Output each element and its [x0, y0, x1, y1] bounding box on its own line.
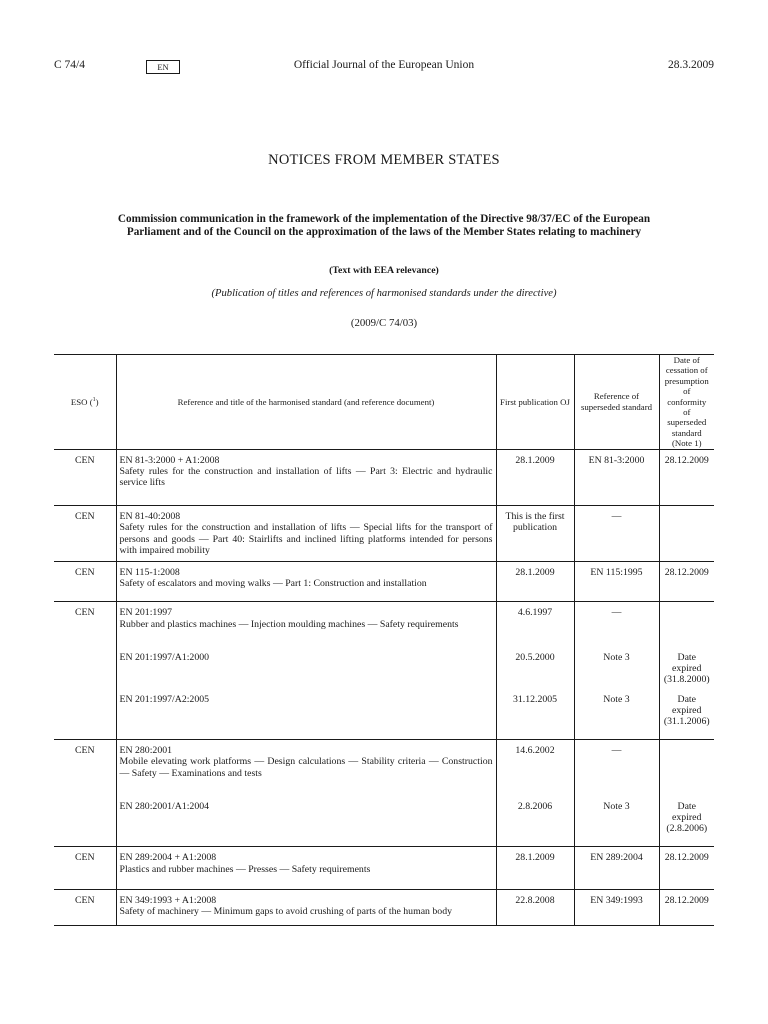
eso-cell: CEN [54, 895, 116, 926]
cessation-cell: Date expired (31.8.2000) [659, 630, 714, 686]
publication-date: 28.3.2009 [668, 59, 714, 71]
reference-cell [116, 567, 496, 602]
table-row [54, 455, 714, 506]
superseded-cell: — [574, 607, 659, 629]
standard-title: Mobile elevating work platforms — Design calculations — Stability criteria — Construction — Safety — Examinations and tests [119, 756, 493, 779]
reference-cell [116, 895, 496, 926]
table-header-row [54, 355, 714, 450]
superseded-cell: Note 3 [574, 779, 659, 847]
standard-reference: EN 289:2004 + A1:2008 [119, 852, 217, 864]
cessation-cell: Date expired (31.1.2006) [659, 686, 714, 740]
table-row [54, 895, 714, 926]
standard-reference: EN 201:1997 [119, 607, 173, 619]
eso-cell [54, 686, 116, 740]
header-superseded: Reference of superseded standard [574, 355, 659, 450]
first-publication-cell: 22.8.2008 [496, 895, 574, 926]
header-eso: ESO ($^1$) [54, 355, 116, 450]
header-cessation: Date of cessation of presumption of conformity of superseded standard (Note 1) [659, 355, 714, 450]
cessation-cell: 28.12.2009 [659, 852, 714, 889]
table-row [54, 630, 714, 686]
eea-relevance: (Text with EEA relevance) [329, 265, 439, 276]
table-row [54, 607, 714, 629]
journal-title: Official Journal of the European Union [293, 59, 475, 71]
reference-cell [116, 686, 496, 740]
standard-reference: EN 201:1997/A1:2000 [119, 651, 210, 663]
standard-title: Safety of machinery — Minimum gaps to avoid crushing of parts of the human body [119, 905, 452, 917]
first-publication-cell: 31.12.2005 [496, 686, 574, 740]
communication-title: Commission communication in the framework of the implementation of the Directive 98/37/EC of the European Parliament and of the Council on the approximation of the laws of the Member States relating to machinery [117, 213, 651, 238]
reference-cell [116, 779, 496, 847]
superseded-cell: — [574, 745, 659, 779]
standard-reference: EN 280:2001 [119, 745, 173, 757]
eso-cell [54, 779, 116, 847]
cessation-cell: 28.12.2009 [659, 895, 714, 926]
publication-note: (Publication of titles and references of harmonised standards under the directive) [211, 288, 557, 299]
cessation-cell: Date expired (2.8.2006) [659, 779, 714, 847]
page-header [54, 59, 714, 75]
header-reference: Reference and title of the harmonised standard (and reference document) [116, 355, 496, 450]
standard-reference: EN 201:1997/A2:2005 [119, 693, 210, 705]
communication-reference: (2009/C 74/03) [350, 317, 418, 329]
first-publication-cell: 28.1.2009 [496, 852, 574, 889]
standard-title: Safety rules for the construction and installation of lifts — Part 3: Electric and hydraulic service lifts [119, 465, 493, 489]
eso-cell: CEN [74, 607, 95, 619]
first-publication-cell: 28.1.2009 [496, 567, 574, 602]
superseded-cell: Note 3 [574, 686, 659, 740]
reference-cell [116, 630, 496, 686]
table-row [54, 745, 714, 779]
eso-cell: CEN [74, 567, 95, 579]
standard-reference: EN 81-3:2000 + A1:2008 [119, 454, 220, 466]
cessation-cell [659, 511, 714, 561]
eso-cell: CEN [74, 454, 95, 466]
superseded-cell: EN 289:2004 [574, 852, 659, 889]
standard-title: Rubber and plastics machines — Injection moulding machines — Safety requirements [119, 618, 459, 630]
reference-cell [116, 852, 496, 889]
eso-cell [54, 630, 116, 686]
standard-reference: EN 280:2001/A1:2004 [119, 800, 210, 812]
first-publication-cell: 14.6.2002 [496, 745, 574, 779]
first-publication-cell: 20.5.2000 [496, 630, 574, 686]
language-badge: EN [146, 60, 180, 74]
table-row [54, 567, 714, 602]
superseded-cell: EN 115:1995 [574, 567, 659, 602]
header-first-publication: First publication OJ [496, 355, 574, 450]
table-row [54, 779, 714, 847]
table-body [54, 449, 714, 925]
page-reference: C 74/4 [54, 59, 85, 71]
superseded-cell: — [574, 511, 659, 561]
first-publication-cell: 4.6.1997 [496, 607, 574, 629]
standards-table [54, 354, 714, 926]
eso-cell: CEN [74, 511, 95, 523]
first-publication-cell: This is the first publication [496, 511, 574, 561]
first-publication-cell: 28.1.2009 [496, 455, 574, 506]
reference-cell [116, 511, 496, 561]
eso-cell: CEN [74, 852, 95, 864]
cessation-cell [659, 745, 714, 779]
standard-reference: EN 81-40:2008 [119, 511, 181, 523]
reference-cell [116, 745, 496, 779]
standard-title: Safety of escalators and moving walks — Part 1: Construction and installation [119, 578, 427, 590]
cessation-cell: 28.12.2009 [659, 567, 714, 602]
table-row [54, 852, 714, 889]
section-title: NOTICES FROM MEMBER STATES [268, 152, 500, 168]
table-row [54, 511, 714, 561]
eso-cell: CEN [74, 745, 95, 757]
superseded-cell: Note 3 [574, 630, 659, 686]
superseded-cell: EN 349:1993 [574, 895, 659, 926]
superseded-cell: EN 81-3:2000 [574, 455, 659, 506]
reference-cell [116, 607, 496, 629]
first-publication-cell: 2.8.2006 [496, 779, 574, 847]
standard-title: Plastics and rubber machines — Presses — Safety requirements [119, 863, 371, 875]
standard-reference: EN 115-1:2008 [119, 567, 180, 579]
cessation-cell: 28.12.2009 [659, 455, 714, 506]
reference-cell [116, 455, 496, 506]
standard-reference: EN 349:1993 + A1:2008 [119, 894, 217, 906]
standard-title: Safety rules for the construction and installation of lifts — Special lifts for the transport of persons and goods — Part 40: Stairlifts and inclined lifting platforms intended for persons with impaired mobility [119, 522, 493, 556]
cessation-cell [659, 607, 714, 629]
table-row [54, 686, 714, 740]
footnote-marker: 1 [92, 396, 96, 403]
